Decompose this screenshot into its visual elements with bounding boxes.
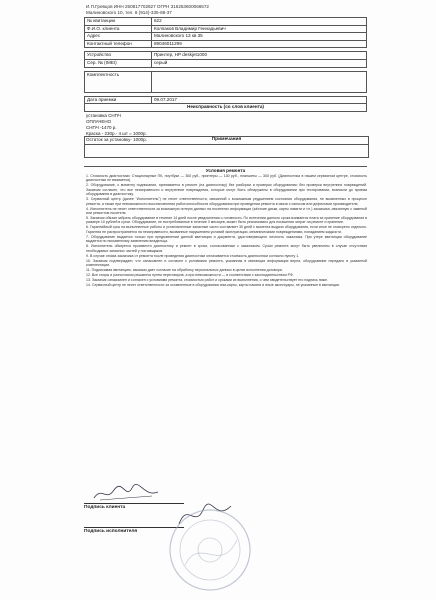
info-key: Ф.И.О. клиента	[85, 25, 152, 33]
client-signature-label: Подпись клиента	[84, 503, 184, 510]
company-stamp	[165, 505, 255, 595]
terms-text	[86, 174, 367, 288]
info-table	[84, 17, 367, 112]
notes-title: Примечания	[85, 137, 368, 145]
terms-item: 6. Гарантийный срок на выполненные работы и установленные запасные части составляет 30 дней с момента выдачи оборудования, если иное не оговорено отдельно. Гарантия не распространяется на неисправности, вызванные нарушением условий эксплуатации, механическими повреждениями, попаданием жидкости.	[86, 225, 367, 234]
terms-item: 3. Сервисный центр (далее "Исполнитель") не несет ответственности, связанной с возможным ухудшением состояния оборудования, не выявленных в процессе ремонта, а также при невозможности восстановления работоспособности оборудования при проведении ремонта в связи с износом или дефектами производителя.	[86, 197, 367, 206]
terms-item: 12. Все споры и разногласия решаются путем переговоров, а при невозможности — в соответствии с законодательством РФ.	[86, 273, 294, 278]
executor-signature-label: Подпись исполнителя	[84, 527, 184, 534]
completeness-label: Комплектность	[85, 71, 152, 92]
info-row	[85, 18, 367, 26]
info-key: № квитанции	[85, 18, 152, 26]
terms-item: 13. Заказчик ознакомлен и согласен с условиями ремонта, стоимостью работ и сроками их выполнения, о чем свидетельствует его подпись ниже.	[86, 278, 328, 283]
info-key: Устройство	[85, 52, 152, 60]
date-value: 09.07.2017	[152, 96, 367, 104]
info-value: 622	[152, 18, 367, 26]
info-row	[85, 40, 367, 48]
work-line: установка СНПЧ	[86, 113, 121, 118]
info-row	[85, 52, 367, 60]
client-signature	[92, 482, 162, 504]
info-row	[85, 59, 367, 67]
terms-title: Условия ремонта	[84, 166, 367, 173]
terms-item: 1. Стоимость диагностики: Стационарные ПК, ноутбуки — 300 руб., принтеры — 100 руб., планшеты — 300 руб. (Диагностика в нашем сервисном центре, стоимость диагностики не взимается).	[86, 174, 367, 183]
completeness-row	[85, 71, 367, 92]
work-line: Краска - 230р.- 4 шт = 1000р.	[86, 131, 147, 136]
info-key: Сер. № (IMEI)	[85, 59, 152, 67]
info-row	[85, 33, 367, 41]
header-line-2: Малиновского 10, тел. 8 (914)-335-88-37	[86, 10, 172, 16]
terms-item: 10. Заказчик подтверждает, что ознакомлен и согласен с условиями ремонта, указанная в квитанции информация верна, оборудование передано в указанной комплектации.	[86, 258, 367, 268]
info-key: Контактный телефон	[85, 40, 152, 48]
header	[86, 4, 376, 16]
fault-row	[85, 104, 367, 112]
terms-item: 14. Сервисный центр не несет ответственности за оставленные в оборудовании сим-карты, карты памяти и иные аксессуары, не указанные в квитанции.	[86, 283, 340, 288]
fault-label: Неисправность (со слов клиента)	[85, 104, 367, 112]
terms-item: 11. Подписывая квитанцию, заказчик дает согласие на обработку персональных данных в целях исполнения договора.	[86, 268, 283, 273]
work-line: СНПЧ -1470 р.	[86, 125, 117, 130]
info-value: Принтер, HP deskjet1000	[152, 52, 367, 60]
date-row	[85, 96, 367, 104]
terms-item: 4. Исполнитель не несет ответственности за возможную потерю данных на носителях информации (жёсткие диски, карты памяти и т.п.) заказчика, связанную с заменой или ремонтом носителя.	[86, 206, 367, 216]
info-value: Малиновского 13 кв 35	[152, 33, 367, 41]
date-label: Дата приемки	[85, 96, 152, 104]
terms-item: 8. Исполнитель обязуется произвести диагностику и ремонт в сроки, согласованные с заказчиком. Сроки ремонта могут быть увеличены в случае отсутствия необходимых запасных частей у поставщиков.	[86, 244, 367, 253]
info-row	[85, 25, 367, 33]
work-line: Остаток за установку- 1000р.	[86, 137, 147, 142]
info-value: 89046011299	[152, 40, 367, 48]
terms-item: 9. В случае отказа заказчика от ремонта после проведения диагностики оплачивается стоимость диагностики согласно пункту 1.	[86, 253, 300, 258]
terms-item: 2. Оборудование, к моменту подписания, принимается в ремонт (на диагностику) без разборки и проверки оборудования; без проверки внутренних повреждений. Заказчик согласен, что все неисправности и внутренние повреждения, которые могут быть обнаружены в оборудовании при тестировании, возникли до приема оборудования в диагностику.	[86, 183, 367, 197]
completeness-value	[152, 71, 367, 92]
header-line-1: И.П.Гревцов ИНН 250817702827 ОГРН 316253600066572	[86, 4, 209, 9]
info-value: Колпаков Владимир Геннадьевич	[152, 25, 367, 33]
terms-item: 5. Заказчик обязан забрать оборудование в течение 14 дней после уведомления о готовности. По истечении данного срока взимается плата за хранение оборудования в размере 10 рублей в сутки. Оборудование, не востребованное в течение 3 месяцев, может быть реализовано для погашения затрат на ремонт и хранение.	[86, 216, 367, 225]
info-key: Адрес	[85, 33, 152, 41]
info-value: серый	[152, 59, 367, 67]
terms-item: 7. Оборудование выдается только при предъявлении данной квитанции и документа, удостоверяющего личность заказчика. При утере квитанции оборудование выдается по письменному заявлению владельца.	[86, 234, 367, 244]
work-line: ОПЛАЧЕНО	[86, 119, 112, 124]
notes-box	[84, 136, 369, 158]
